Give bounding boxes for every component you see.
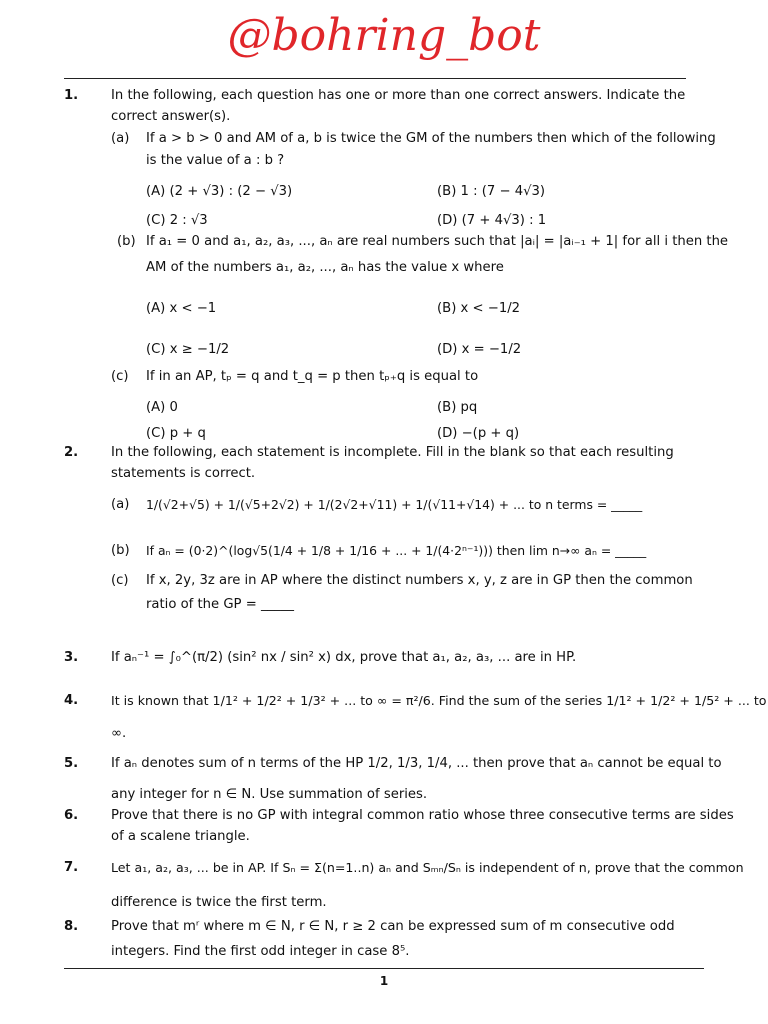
q2c-text-line1: If x, 2y, 3z are in AP where the distinct numbers x, y, z are in GP then the common (146, 573, 693, 588)
q1c-option-b: (B) pq (437, 400, 478, 415)
q1b-label: (b) (117, 234, 136, 249)
bottom-rule (64, 968, 704, 969)
q6-text-line2: of a scalene triangle. (111, 829, 250, 844)
top-rule (64, 78, 686, 79)
watermark: @bohring_bot (227, 10, 541, 61)
q1a-option-c: (C) 2 : √3 (146, 213, 208, 228)
q1a-label: (a) (111, 131, 130, 146)
q7-text-line1: Let a₁, a₂, a₃, ... be in AP. If Sₙ = Σ(n=1..n) aₙ and Sₘₙ/Sₙ is independent of n, prove that the common (111, 860, 744, 875)
q2b-text: If aₙ = (0·2)^(log√5(1/4 + 1/8 + 1/16 + ... + 1/(4·2ⁿ⁻¹))) then lim n→∞ aₙ = _____ (146, 543, 647, 558)
q8-number: 8. (64, 919, 79, 934)
q1c-option-d: (D) −(p + q) (437, 426, 520, 441)
q1b-option-a: (A) x < −1 (146, 301, 217, 316)
q8-text-line1: Prove that mʳ where m ∈ N, r ∈ N, r ≥ 2 can be expressed sum of m consecutive odd (111, 919, 675, 934)
q1b-option-c: (C) x ≥ −1/2 (146, 342, 230, 357)
q6-text-line1: Prove that there is no GP with integral common ratio whose three consecutive terms are sides (111, 808, 734, 823)
q2-intro-line1: In the following, each statement is incomplete. Fill in the blank so that each resulting (111, 445, 674, 460)
q5-text-line1: If aₙ denotes sum of n terms of the HP 1/2, 1/3, 1/4, ... then prove that aₙ cannot be equal to (111, 756, 722, 771)
q1a-text-line2: is the value of a : b ? (146, 153, 285, 168)
q2c-text-line2: ratio of the GP = _____ (146, 597, 294, 612)
q1c-option-c: (C) p + q (146, 426, 206, 441)
q1b-option-d: (D) x = −1/2 (437, 342, 522, 357)
q3-number: 3. (64, 650, 79, 665)
q1c-text: If in an AP, tₚ = q and t_q = p then tₚ₊q is equal to (146, 369, 479, 384)
q3-text: If aₙ⁻¹ = ∫₀^(π/2) (sin² nx / sin² x) dx, prove that a₁, a₂, a₃, ... are in HP. (111, 650, 577, 665)
q2-number: 2. (64, 445, 79, 460)
q1a-option-a: (A) (2 + √3) : (2 − √3) (146, 184, 293, 199)
q1c-label: (c) (111, 369, 129, 384)
q2a-text: 1/(√2+√5) + 1/(√5+2√2) + 1/(2√2+√11) + 1/(√11+√14) + ... to n terms = _____ (146, 497, 643, 512)
q1a-option-b: (B) 1 : (7 − 4√3) (437, 184, 546, 199)
q1-number: 1. (64, 88, 79, 103)
q1-intro-line2: correct answer(s). (111, 109, 231, 124)
q5-number: 5. (64, 756, 79, 771)
q2b-label: (b) (111, 543, 130, 558)
q8-text-line2: integers. Find the first odd integer in case 8⁵. (111, 944, 410, 959)
q1b-text-line1: If a₁ = 0 and a₁, a₂, a₃, ..., aₙ are real numbers such that |aᵢ| = |aᵢ₋₁ + 1| for all i then the (146, 234, 729, 249)
q2a-label: (a) (111, 497, 130, 512)
q1b-option-b: (B) x < −1/2 (437, 301, 521, 316)
q1b-text-line2: AM of the numbers a₁, a₂, ..., aₙ has the value x where (146, 260, 504, 275)
q6-number: 6. (64, 808, 79, 823)
q1-intro-line1: In the following, each question has one or more than one correct answers. Indicate the (111, 88, 686, 103)
q2c-label: (c) (111, 573, 129, 588)
q1c-option-a: (A) 0 (146, 400, 178, 415)
q4-text-line1: It is known that 1/1² + 1/2² + 1/3² + ... to ∞ = π²/6. Find the sum of the series 1/1² + 1/2² + 1/5² + ... to (111, 693, 767, 708)
q1a-option-d: (D) (7 + 4√3) : 1 (437, 213, 547, 228)
q4-number: 4. (64, 693, 79, 708)
q7-text-line2: difference is twice the first term. (111, 895, 327, 910)
q1a-text-line1: If a > b > 0 and AM of a, b is twice the GM of the numbers then which of the following (146, 131, 716, 146)
q4-text-line2: ∞. (111, 726, 127, 741)
page-number: 1 (379, 974, 389, 988)
q7-number: 7. (64, 860, 79, 875)
q5-text-line2: any integer for n ∈ N. Use summation of series. (111, 787, 428, 802)
q2-intro-line2: statements is correct. (111, 466, 256, 481)
